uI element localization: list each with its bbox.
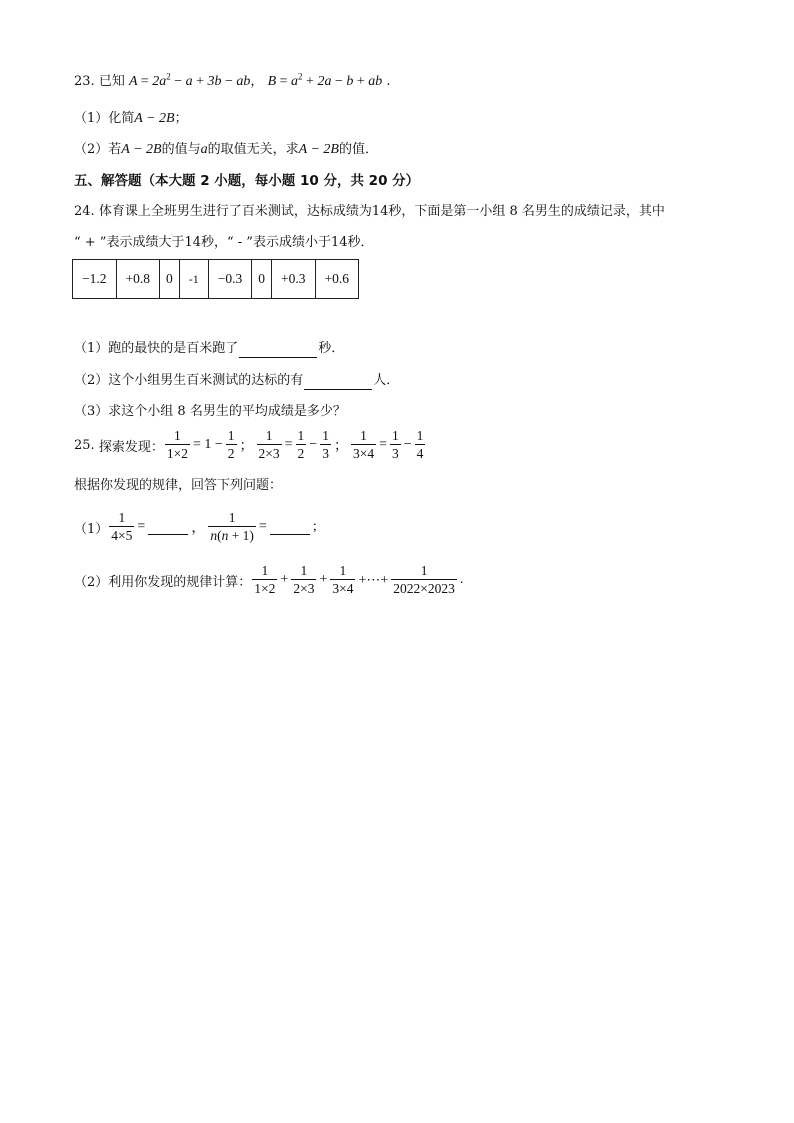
score-table <box>72 259 359 299</box>
q25-part1: （1） $\frac{1}{4\times 5}$ = ， $\frac{1}{n(n + 1)}$ = ; <box>74 510 317 543</box>
score-cell: -1 <box>179 260 208 299</box>
fraction: $\frac{1}{4\times 5}$ <box>111 510 133 543</box>
q23-intro: 已知 <box>98 74 125 89</box>
q25-part2: （2） 利用你发现的规律计算： $\frac{1}{1\times 2}$ + $\frac{1}{2\times 3}$ + $\frac{1}{3\times 4}$ +⋯+ $\frac{1}{2022\times 2023}$ . <box>74 563 464 596</box>
answer-blank[interactable] <box>239 343 317 358</box>
fraction: $\frac{1}{1\times 2}$ <box>166 428 188 461</box>
score-cell: −0.3 <box>208 260 252 299</box>
fraction: $\frac{1}{2\times 3}$ <box>258 428 280 461</box>
fraction: $\frac{1}{4}$ <box>416 428 424 461</box>
score-cell: 0 <box>252 260 272 299</box>
expr-B: $B = a^2 + 2a - b$ + ab <box>267 71 383 89</box>
fraction: $\frac{1}{3\times 4}$ <box>352 428 375 461</box>
q25-rule-text: 根据你发现的规律，回答下列问题： <box>74 478 283 493</box>
answer-blank[interactable] <box>148 520 188 535</box>
score-cell: +0.8 <box>116 260 160 299</box>
fraction: $\frac{1}{n(n + 1)}$ <box>210 510 254 543</box>
fraction: $\frac{1}{2022\times 2023}$ <box>393 563 455 596</box>
fraction: $\frac{1}{2}$ <box>297 428 305 461</box>
fraction: $\frac{1}{3}$ <box>391 428 399 461</box>
section-title: 五、解答题（本大题 2 小题，每小题 10 分，共 20 分） <box>74 173 420 189</box>
answer-blank[interactable] <box>270 520 310 535</box>
fraction: $\frac{1}{2}$ <box>227 428 235 461</box>
q23-part2: （2）若A − 2B的值与a的取值无关，求A − 2B的值． <box>74 142 378 157</box>
fraction: $\frac{1}{2\times 3}$ <box>293 563 315 596</box>
q23-part1: （1）化简A − 2B； <box>74 111 188 126</box>
q23-stem: 23. 已知 $A = 2a^2 - a + 3b$ − ab， $B = a^2 + 2a - b$ + ab . <box>74 71 391 89</box>
q24-part1: （1）跑的最快的是百米跑了 秒． <box>74 341 345 356</box>
table-row <box>73 260 359 299</box>
fraction: $\frac{1}{1\times 2}$ <box>254 563 276 596</box>
score-cell: +0.6 <box>315 260 359 299</box>
fraction: $\frac{1}{3}$ <box>322 428 329 461</box>
q23-number: 23. <box>74 74 95 89</box>
expr-A: $A = 2a^2 - a + 3b$ − ab <box>128 71 251 89</box>
q25-stem: 25. 探索发现： $\frac{1}{1\times 2}$ = 1 − $\frac{1}{2}$ ； $\frac{1}{2\times 3}$ = $\frac{1}{2}$ − $\frac{1}{3}$ ； $\frac{1}{3\times 4}$ = $\frac{1}{3}$ − $\frac{1}{4}$ <box>74 428 424 461</box>
q24-stem-line2: “ + ”表示成绩大于14秒，“ - ”表示成绩小于14秒． <box>74 235 374 250</box>
answer-blank[interactable] <box>304 375 372 390</box>
q24-part3: （3）求这个小组 8 名男生的平均成绩是多少？ <box>74 404 346 419</box>
score-cell: −1.2 <box>73 260 117 299</box>
score-cell: +0.3 <box>272 260 316 299</box>
fraction: $\frac{1}{3\times 4}$ <box>332 563 354 596</box>
score-cell: 0 <box>160 260 180 299</box>
q24-stem-line1: 24. 体育课上全班男生进行了百米测试，达标成绩为14秒，下面是第一小组 8 名男生的成绩记录，其中 <box>74 204 665 219</box>
q24-part2: （2）这个小组男生百米测试的达标的有 人． <box>74 373 400 388</box>
